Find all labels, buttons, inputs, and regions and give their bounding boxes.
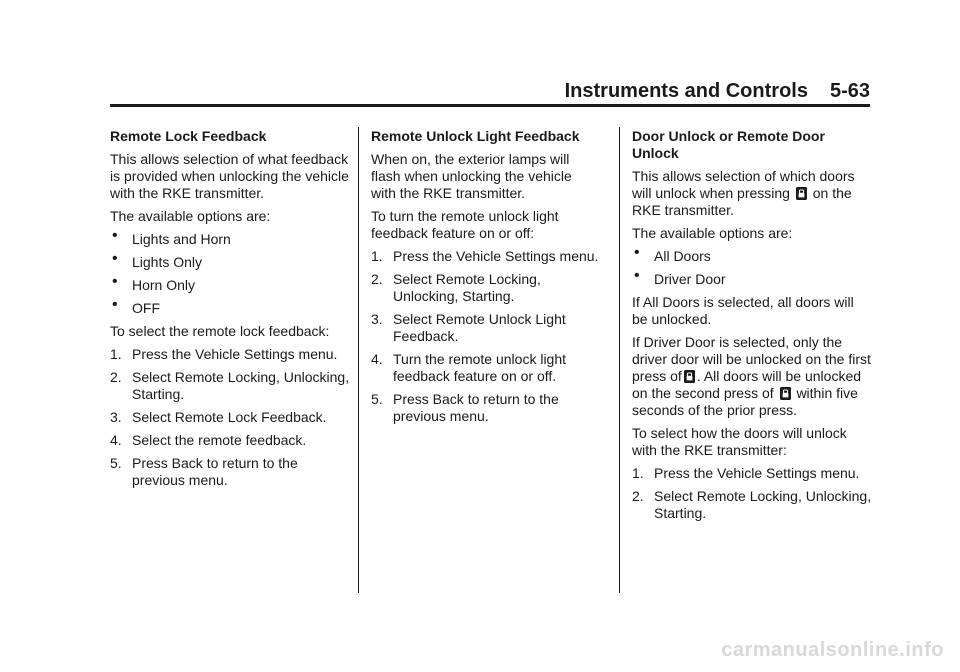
paragraph: If All Doors is selected, all doors will be unlocked. — [632, 294, 854, 327]
paragraph: To select the remote lock feedback: — [110, 323, 330, 339]
page-header — [560, 80, 870, 103]
column-2 — [371, 128, 599, 431]
column-divider-1 — [358, 127, 359, 593]
list-item: • All Doors — [634, 244, 711, 264]
step-item: 1. Press the Vehicle Settings menu. — [110, 346, 338, 362]
step-item: 3. Select Remote Unlock Light Feedback. — [371, 311, 566, 344]
step-item: 4. Turn the remote unlock light feedback feature on or off. — [371, 351, 567, 384]
section-heading: Remote Lock Feedback — [110, 128, 267, 144]
list-item: • Horn Only — [112, 273, 196, 293]
step-item: 1. Press the Vehicle Settings menu. — [371, 248, 599, 264]
header-rule — [110, 104, 870, 107]
list-item: • Driver Door — [634, 267, 726, 287]
step-item: 4. Select the remote feedback. — [110, 432, 307, 448]
page-number: 5-63 — [829, 80, 870, 102]
list-item: • Lights and Horn — [112, 227, 231, 247]
step-item: 2. Select Remote Locking, Unlocking, Starting. — [371, 271, 541, 304]
paragraph: This allows selection of what feedback is provided when unlocking the vehicle with the RKE transmitter. — [110, 151, 349, 201]
column-divider-2 — [619, 127, 620, 593]
section-heading: Remote Unlock Light Feedback — [371, 128, 580, 144]
list-item: • Lights Only — [112, 250, 203, 270]
paragraph: If Driver Door is selected, only the driver door will be unlocked on the first press of . All doors will be unlocked on the second press of within five seconds of the prior press. — [632, 334, 871, 418]
column-1 — [110, 128, 350, 495]
step-item: 5. Press Back to return to the previous menu. — [110, 455, 298, 488]
paragraph: To turn the remote unlock light feedback feature on or off: — [371, 208, 559, 241]
section-title: Instruments and Controls — [564, 80, 808, 102]
paragraph: This allows selection of which doors will unlock when pressing on the RKE transmitter. — [632, 168, 855, 218]
unlock-key-icon — [684, 370, 695, 383]
paragraph: The available options are: — [632, 225, 793, 241]
step-item: 2. Select Remote Locking, Unlocking, Starting. — [632, 488, 872, 521]
paragraph: When on, the exterior lamps will flash when unlocking the vehicle with the RKE transmitter. — [371, 151, 572, 201]
paragraph: To select how the doors will unlock with the RKE transmitter: — [632, 425, 847, 458]
unlock-key-icon — [780, 387, 791, 400]
section-heading: Door Unlock or Remote Door Unlock — [632, 128, 825, 161]
unlock-key-icon — [796, 187, 807, 200]
step-item: 3. Select Remote Lock Feedback. — [110, 409, 327, 425]
step-item: 1. Press the Vehicle Settings menu. — [632, 465, 860, 481]
list-item: • OFF — [112, 296, 160, 316]
step-item: 2. Select Remote Locking, Unlocking, Starting. — [110, 369, 350, 402]
watermark: carmanualsonline.info — [721, 639, 944, 661]
column-3 — [632, 128, 872, 528]
paragraph: The available options are: — [110, 208, 271, 224]
step-item: 5. Press Back to return to the previous menu. — [371, 391, 559, 424]
